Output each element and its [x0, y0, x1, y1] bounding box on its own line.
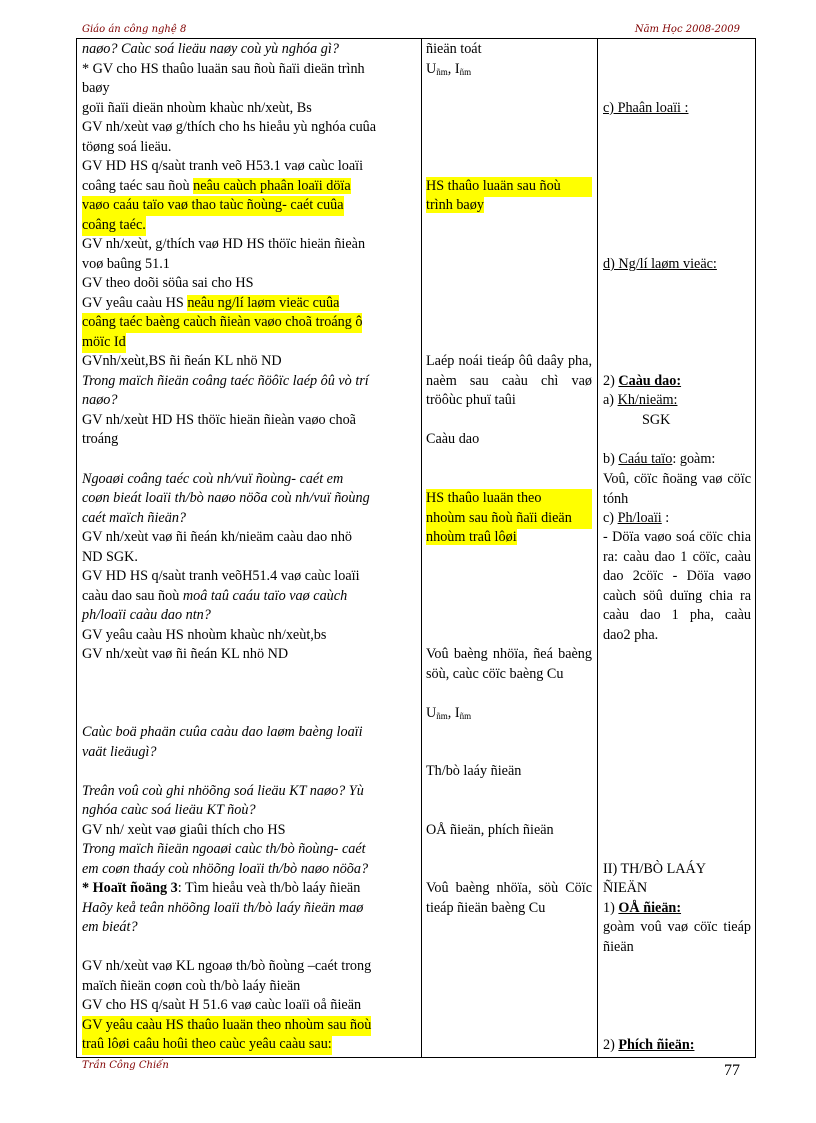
text-segment: coâng taéc sau ñoù — [82, 178, 190, 194]
column-divider-1 — [421, 38, 422, 1058]
text-line: goïi ñaïi dieän nhoùm khaùc nh/xeùt, Bs — [82, 100, 312, 116]
text-line: GV theo doõi söûa sai cho HS — [82, 275, 254, 291]
footer-author: Trần Công Chiến — [82, 1060, 169, 1071]
text-line: töøng soá lieäu. — [82, 139, 172, 155]
highlighted-text: neâu ng/lí laøm vieäc cuûa — [187, 295, 340, 311]
header-left: Giáo án công nghệ 8 — [82, 24, 187, 35]
text-line: GV HD HS q/saùt tranh veõH51.4 vaø caùc loaïi — [82, 568, 360, 584]
rating-symbols: $U_{ñm}$, $I_{ñm}$ — [426, 705, 472, 721]
text-line — [82, 587, 347, 607]
text-line: GV HD HS q/saùt tranh veõ H53.1 vaø caùc loaïi — [82, 158, 364, 174]
text-line: Caùc boä phaän cuûa caàu dao laøm baèng loaïi — [82, 724, 363, 740]
text-line — [426, 196, 484, 216]
text-block: Laép noái tieáp ôû daây pha, naèm sau caàu chì vaø tröôùc phuï taûi — [426, 353, 592, 408]
table-top-border — [76, 38, 756, 39]
section-heading: ÑIEÄN — [603, 880, 648, 896]
text-segment: caàu dao sau ñoù — [82, 588, 180, 604]
text-line: caét maïch ñieän? — [82, 510, 187, 526]
page-header — [82, 22, 754, 36]
text-line: troáng — [82, 431, 119, 447]
section-heading: 1) OÅ ñieän: — [603, 900, 682, 916]
text-line — [82, 879, 360, 899]
section-heading: 2) Caàu dao: — [603, 373, 682, 389]
section-heading: 2) Phích ñieän: — [603, 1037, 695, 1053]
header-right: Năm Học 2008-2009 — [634, 24, 740, 35]
text-line: OÅ ñieän, phích ñieän — [426, 822, 554, 838]
text-line: SGK — [642, 412, 671, 428]
text-segment: moâ taû caáu taïo vaø caùch — [182, 588, 348, 604]
text-line: baøy — [82, 80, 110, 96]
text-line: maïch ñieän coøn coù th/bò laáy ñieän — [82, 978, 301, 994]
text-line: GVnh/xeùt,BS ñi ñeán KL nhö ND — [82, 353, 282, 369]
table-right-border — [755, 38, 756, 1058]
text-line: GV nh/ xeùt vaø giaûi thích cho HS — [82, 822, 286, 838]
text-line: GV yeâu caàu HS nhoùm khaùc nh/xeùt,bs — [82, 627, 327, 643]
text-segment: GV yeâu caàu HS — [82, 295, 184, 311]
text-line: Haõy keå teân nhöõng loaïi th/bò laáy ñieän maø — [82, 900, 364, 916]
highlighted-text: traû lôøi caâu hoûi theo caùc yeâu caàu sau: — [82, 1035, 332, 1055]
highlighted-text: nhoùm traû lôøi — [426, 529, 517, 545]
highlighted-text: GV yeâu caàu HS thaûo luaän theo nhoùm sau ñoù — [82, 1016, 371, 1036]
text-line: coøn bieát loaïi th/bò naøo nöõa coù nh/vuï ñoùng — [82, 490, 370, 506]
table-bottom-border — [76, 1057, 756, 1058]
text-line: ph/loaïi caàu dao ntn? — [82, 607, 211, 623]
section-heading: b) Caáu taïo: goàm: — [603, 451, 716, 467]
text-line — [426, 528, 517, 548]
highlighted-text: nhoùm sau ñoù ñaïi dieän — [426, 509, 592, 529]
text-line: vaät lieäugì? — [82, 744, 157, 760]
text-line — [82, 294, 339, 314]
text-line: Trong maïch ñieän coâng taéc ñöôïc laép ôû vò trí — [82, 373, 369, 389]
text-line: GV cho HS q/saùt H 51.6 vaø caùc loaïi oå ñieän — [82, 997, 362, 1013]
section-heading: c) Ph/loaïi : — [603, 510, 670, 526]
highlighted-text: HS thaûo luaän sau ñoù — [426, 177, 592, 197]
section-heading: a) Kh/nieäm: — [603, 392, 678, 408]
text-block: - Döïa vaøo soá cöïc chia ra: caàu dao 1 cöïc, caàu dao 2cöïc - Döïa vaøo caùch söû duïng chia ra caàu dao 1 pha, caàu dao2 pha. — [603, 529, 751, 643]
text-line: ND SGK. — [82, 549, 138, 565]
text-line: Th/bò laáy ñieän — [426, 763, 522, 779]
page-number: 77 — [724, 1062, 740, 1079]
activity-title: * Hoaït ñoäng 3 — [82, 880, 178, 896]
section-heading: II) TH/BÒ LAÁY — [603, 861, 706, 877]
text-line: Treân voû coù ghi nhöõng soá lieäu KT naøo? Yù — [82, 783, 364, 799]
text-line: GV nh/xeùt vaø KL ngoaø th/bò ñoùng –caét trong — [82, 958, 372, 974]
text-line: GV nh/xeùt vaø g/thích cho hs hieåu yù nghóa cuûa — [82, 119, 377, 135]
highlighted-text: vaøo caáu taïo vaø thao taùc ñoùng- caét cuûa — [82, 196, 344, 216]
highlighted-text: coâng taéc baèng caùch ñieàn vaøo choã troáng ô — [82, 313, 362, 333]
text-block: Voû, cöïc ñoäng vaø cöïc tónh — [603, 471, 751, 507]
text-line: GV nh/xeùt HD HS thöïc hieän ñieàn vaøo choã — [82, 412, 356, 428]
highlighted-text: möïc Id — [82, 333, 126, 353]
table-left-border — [76, 38, 77, 1058]
text-line: Ngoaøi coâng taéc coù nh/vuï ñoùng- caét em — [82, 471, 344, 487]
text-line: em coøn thaáy coù nhöõng loaïi th/bò naøo nöõa? — [82, 861, 369, 877]
text-line: nghóa caùc soá lieäu KT ñoù? — [82, 802, 256, 818]
rating-symbols: $U_{ñm}$, $I_{ñm}$ — [426, 61, 472, 77]
text-line: em bieát? — [82, 919, 138, 935]
column-divider-2 — [597, 38, 598, 1058]
text-segment: : Tìm hieåu veà th/bò laáy ñieän — [177, 880, 361, 896]
text-line: GV nh/xeùt vaø ñi ñeán KL nhö ND — [82, 646, 289, 662]
section-heading: d) Ng/lí laøm vieäc: — [603, 256, 717, 272]
text-line: naøo? — [82, 392, 118, 408]
text-line: * GV cho HS thaûo luaän sau ñoù ñaïi dieän trình — [82, 61, 365, 77]
text-line: naøo? Caùc soá lieäu naøy coù yù nghóa gì? — [82, 41, 339, 57]
highlighted-text: trình baøy — [426, 197, 484, 213]
text-line: GV nh/xeùt, g/thích vaø HD HS thöïc hieän ñieàn — [82, 236, 366, 252]
section-heading: c) Phaân loaïi : — [603, 100, 689, 116]
text-line: Caàu dao — [426, 431, 480, 447]
text-block: goàm voû vaø cöïc tieáp ñieän — [603, 919, 751, 955]
highlighted-text: HS thaûo luaän theo — [426, 489, 592, 509]
text-line: GV nh/xeùt vaø ñi ñeán kh/nieäm caàu dao nhö — [82, 529, 353, 545]
highlighted-text: neâu caùch phaân loaïi döïa — [193, 178, 351, 194]
text-line — [82, 177, 351, 197]
text-line: Trong maïch ñieän ngoaøi caùc th/bò ñoùng- caét — [82, 841, 366, 857]
text-block: Voû baèng nhöïa, söù Cöïc tieáp ñieän baèng Cu — [426, 880, 592, 916]
highlighted-text: coâng taéc. — [82, 216, 146, 236]
text-line: ñieän toát — [426, 41, 482, 57]
text-block: Voû baèng nhöïa, ñeá baèng söù, caùc cöïc baèng Cu — [426, 646, 592, 682]
text-line: voø baûng 51.1 — [82, 256, 170, 272]
